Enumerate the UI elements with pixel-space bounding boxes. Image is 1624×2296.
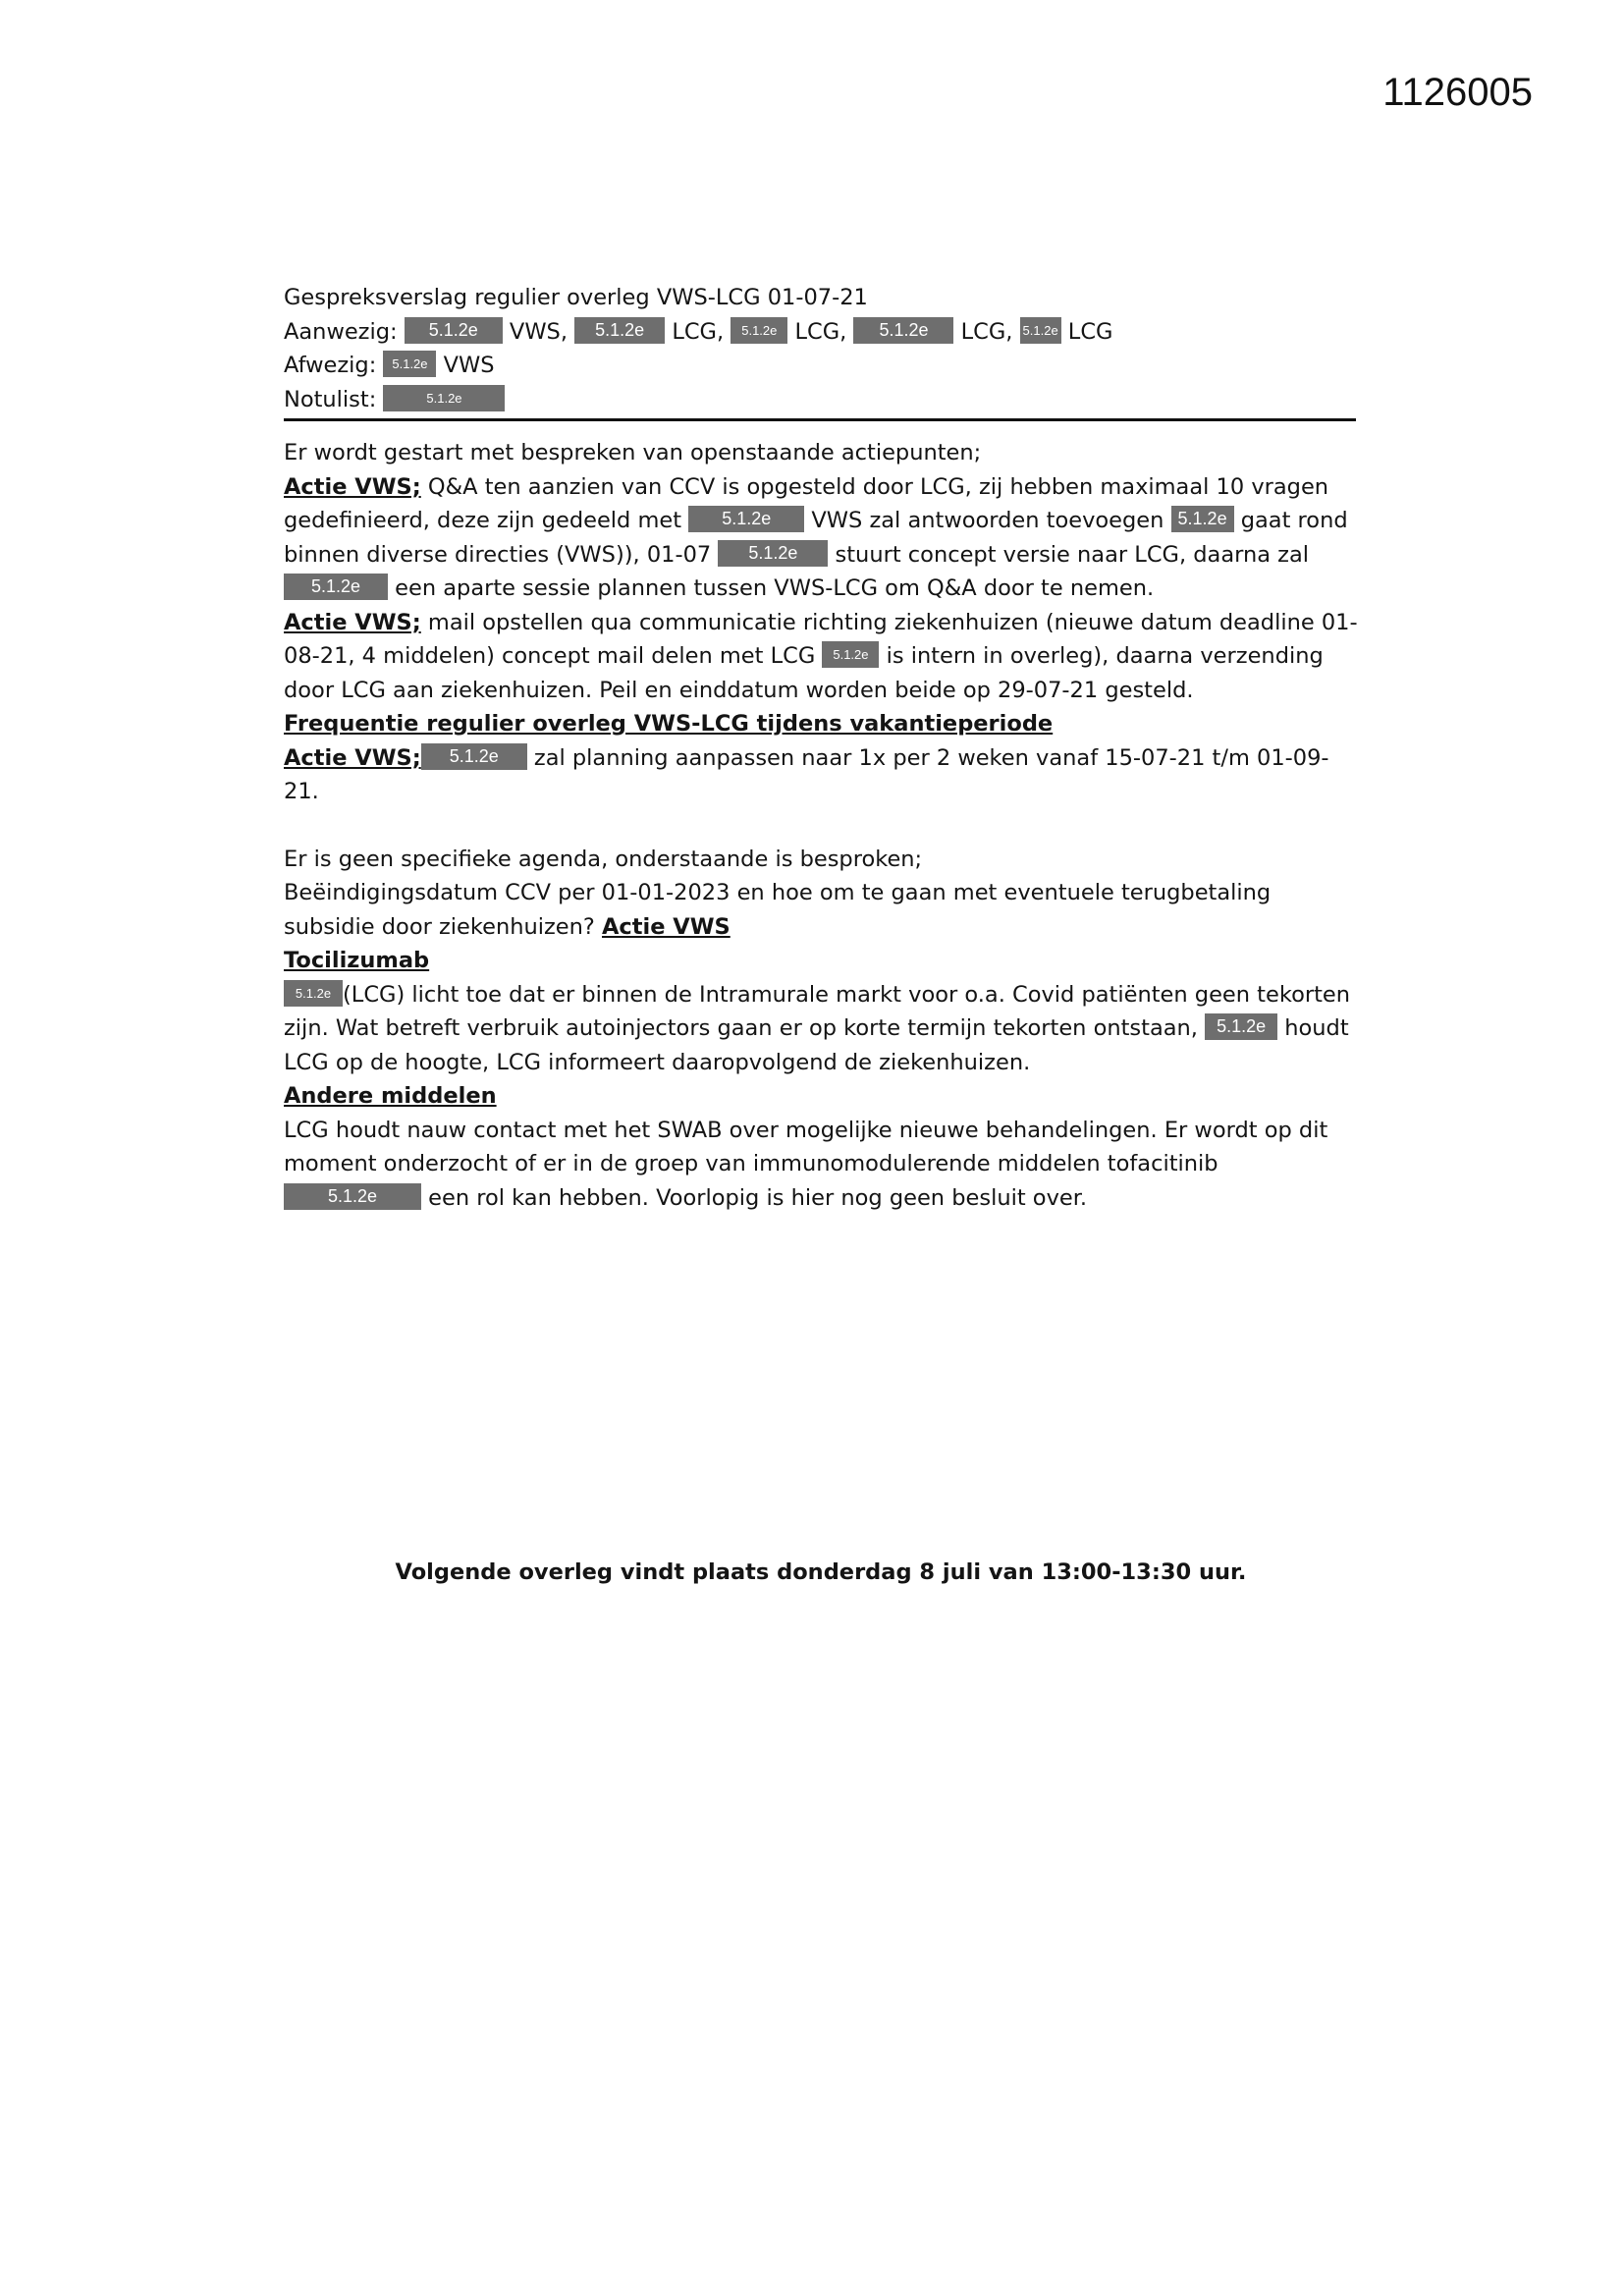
attendee-org: LCG, [794, 318, 847, 345]
paragraph-text: stuurt concept versie naar LCG, daarna zal [828, 541, 1310, 568]
section-heading: Tocilizumab [284, 948, 430, 973]
next-meeting-note: Volgende overleg vindt plaats donderdag 8 juli van 13:00-13:30 uur. [395, 1559, 1247, 1585]
section-heading-frequency [284, 707, 1358, 741]
redaction-box: 5.1.2e [718, 540, 828, 567]
minute-taker-line [284, 383, 1358, 417]
redaction-box: 5.1.2e [822, 641, 879, 668]
spacer [284, 809, 1358, 843]
section-heading: Frequentie regulier overleg VWS-LCG tijdens vakantieperiode [284, 711, 1054, 737]
paragraph-text: een aparte sessie plannen tussen VWS-LCG om Q&A door te nemen. [388, 575, 1155, 601]
attendees-line [284, 315, 1358, 350]
attendees-label: Aanwezig: [284, 318, 398, 345]
redaction-box: 5.1.2e [383, 351, 436, 377]
agenda-intro: Er is geen specifieke agenda, onderstaande is besproken; [284, 846, 923, 872]
other-medicines-paragraph [284, 1114, 1358, 1216]
action-item-planning [284, 741, 1358, 809]
ccv-end-date-item [284, 876, 1358, 944]
paragraph-text: Beëindigingsdatum CCV per 01-01-2023 en hoe om te gaan met eventuele terugbetaling subsidie door ziekenhuizen? [284, 880, 1272, 940]
attendee-org: LCG, [960, 318, 1013, 345]
paragraph-text: houdt LCG op de hoogte, LCG informeert daaropvolgend de ziekenhuizen. [284, 1015, 1349, 1075]
paragraph-text: VWS zal antwoorden toevoegen [804, 508, 1171, 533]
redaction-box: 5.1.2e [383, 385, 505, 411]
attendee-org: LCG, [672, 318, 725, 345]
paragraph-text: gaat rond binnen diverse directies (VWS)), 01-07 [284, 508, 1348, 568]
document-number: 1126005 [1382, 71, 1533, 114]
header-divider [284, 418, 1356, 421]
attendee-org: LCG [1067, 318, 1113, 345]
action-heading: Actie VWS [602, 913, 731, 940]
redaction-box: 5.1.2e [284, 980, 343, 1007]
action-heading: Actie VWS; [284, 744, 421, 771]
redaction-box: 5.1.2e [1020, 317, 1061, 344]
action-item-qa [284, 470, 1358, 606]
redaction-box: 5.1.2e [574, 317, 665, 344]
absent-org: VWS [443, 353, 495, 378]
paragraph-text: (LCG) licht toe dat er binnen de Intramurale markt voor o.a. Covid patiënten geen tekorten zijn. Wat betreft verbruik autoinjectors gaan er op korte termijn tekorten ontstaan, [284, 981, 1351, 1041]
paragraph-text: is intern in overleg), daarna verzending door LCG aan ziekenhuizen. Peil en einddatum worden beide op 29-07-21 gesteld. [284, 643, 1324, 703]
section-heading-other [284, 1079, 1358, 1114]
document-body [284, 281, 1358, 1215]
redaction-box: 5.1.2e [688, 506, 804, 532]
redaction-box: 5.1.2e [405, 317, 503, 344]
absent-line [284, 349, 1358, 383]
redaction-box: 5.1.2e [731, 317, 787, 344]
attendee-org: VWS, [509, 318, 568, 345]
paragraph-text: Q&A ten aanzien van CCV is opgesteld door LCG, zij hebben maximaal 10 vragen gedefinieerd, deze zijn gedeeld met [284, 473, 1329, 533]
redaction-box: 5.1.2e [421, 743, 527, 770]
action-heading: Actie VWS; [284, 609, 421, 635]
paragraph-text: mail opstellen qua communicatie richting ziekenhuizen (nieuwe datum deadline 01-08-21, 4 middelen) concept mail delen met LCG [284, 609, 1358, 669]
action-heading: Actie VWS; [284, 473, 421, 500]
minute-taker-label: Notulist: [284, 386, 377, 412]
paragraph-text: een rol kan hebben. Voorlopig is hier nog geen besluit over. [421, 1184, 1088, 1211]
tocilizumab-paragraph [284, 978, 1358, 1080]
intro-text: Er wordt gestart met bespreken van openstaande actiepunten; [284, 440, 982, 465]
paragraph-text: zal planning aanpassen naar 1x per 2 weken vanaf 15-07-21 t/m 01-09-21. [284, 744, 1329, 804]
redaction-box: 5.1.2e [1205, 1013, 1277, 1040]
action-item-mail [284, 606, 1358, 708]
redaction-box: 5.1.2e [284, 574, 388, 600]
redaction-box: 5.1.2e [284, 1183, 421, 1210]
absent-label: Afwezig: [284, 353, 377, 378]
document-title: Gespreksverslag regulier overleg VWS-LCG 01-07-21 [284, 285, 868, 310]
redaction-box: 5.1.2e [853, 317, 953, 344]
paragraph-text: LCG houdt nauw contact met het SWAB over mogelijke nieuwe behandelingen. Er wordt op dit moment onderzocht of er in de groep van immunomodulerende middelen tofacitinib [284, 1117, 1328, 1176]
section-heading: Andere middelen [284, 1083, 497, 1109]
redaction-box: 5.1.2e [1171, 506, 1234, 532]
section-heading-tocilizumab [284, 944, 1358, 978]
